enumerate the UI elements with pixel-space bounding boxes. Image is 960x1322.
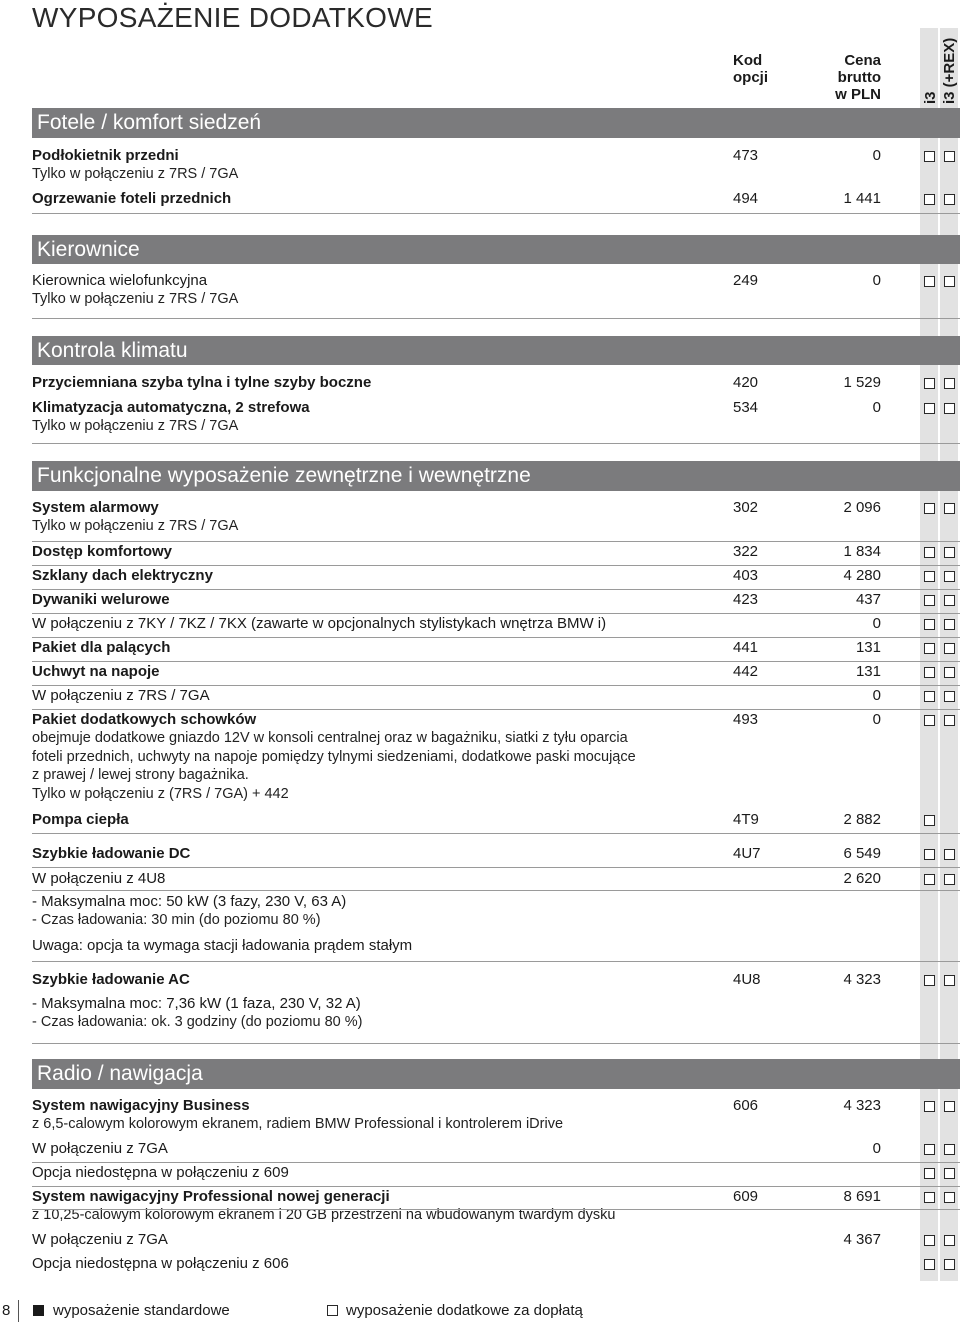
- option-row: [32, 272, 960, 309]
- i3-rex-optional-checkbox-icon: [944, 849, 955, 860]
- option-price: 1 834: [843, 543, 881, 560]
- option-name: Szybkie ładowanie AC: [32, 971, 190, 988]
- option-row: [32, 971, 960, 989]
- i3-rex-optional-checkbox-icon: [944, 1259, 955, 1270]
- i3-optional-checkbox-icon: [924, 194, 935, 205]
- option-price: 2 096: [843, 499, 881, 516]
- section-header: Kontrola klimatu: [32, 336, 960, 365]
- option-code: 442: [733, 663, 759, 680]
- i3-optional-checkbox-icon: [924, 1192, 935, 1203]
- i3-rex-optional-checkbox-icon: [944, 403, 955, 414]
- option-row: [32, 190, 960, 208]
- option-name: Pompa ciepła: [32, 811, 129, 828]
- row-divider: [32, 961, 960, 962]
- option-name: Szybkie ładowanie DC: [32, 845, 191, 862]
- option-row: [32, 639, 960, 657]
- option-row: [32, 543, 960, 561]
- option-code: 403: [733, 567, 759, 584]
- option-note: Tylko w połączeniu z 7RS / 7GA: [32, 291, 239, 307]
- section-header: Radio / nawigacja: [32, 1059, 960, 1089]
- option-code: 322: [733, 543, 759, 560]
- i3-optional-checkbox-icon: [924, 691, 935, 702]
- option-code: 606: [733, 1097, 759, 1114]
- option-row: [32, 1140, 960, 1158]
- i3-optional-checkbox-icon: [924, 975, 935, 986]
- option-name: W połączeniu z 7RS / 7GA: [32, 687, 210, 704]
- standard-equipment-square-icon: [33, 1305, 44, 1316]
- section-header: Funkcjonalne wyposażenie zewnętrzne i wewnętrzne: [32, 461, 960, 491]
- option-row: [32, 995, 960, 1032]
- page-footer: [0, 1300, 960, 1322]
- option-row: [32, 811, 960, 829]
- option-row: [32, 687, 960, 705]
- option-name: W połączeniu z 7GA: [32, 1231, 168, 1248]
- option-row: [32, 615, 960, 633]
- option-price: 0: [872, 687, 881, 704]
- row-divider: [32, 1186, 960, 1187]
- option-note: z 10,25-calowym kolorowym ekranem i 20 GB przestrzeni na wbudowanym twardym dysku: [32, 1207, 616, 1223]
- i3-rex-optional-checkbox-icon: [944, 276, 955, 287]
- i3-rex-optional-checkbox-icon: [944, 1192, 955, 1203]
- i3-optional-checkbox-icon: [924, 503, 935, 514]
- option-name: System nawigacyjny Professional nowej generacji: [32, 1188, 390, 1205]
- option-code: 534: [733, 399, 759, 416]
- option-row: [32, 845, 960, 863]
- option-row: [32, 1097, 960, 1134]
- option-name: Dywaniki welurowe: [32, 591, 170, 608]
- option-row: [32, 399, 960, 436]
- option-price: 131: [855, 663, 881, 680]
- option-note: Tylko w połączeniu z 7RS / 7GA: [32, 418, 239, 434]
- row-divider: [32, 541, 960, 542]
- i3-optional-checkbox-icon: [924, 643, 935, 654]
- i3-rex-optional-checkbox-icon: [944, 715, 955, 726]
- option-price: 4 280: [843, 567, 881, 584]
- option-row: [32, 591, 960, 609]
- option-price: 4 323: [843, 971, 881, 988]
- option-price: 8 691: [843, 1188, 881, 1205]
- i3-rex-optional-checkbox-icon: [944, 643, 955, 654]
- i3-optional-checkbox-icon: [924, 667, 935, 678]
- option-note: z prawej / lewej strony bagażnika.: [32, 767, 249, 783]
- option-name: Pakiet dla palących: [32, 639, 171, 656]
- option-code: 302: [733, 499, 759, 516]
- section-header: Kierownice: [32, 235, 960, 264]
- row-divider: [32, 589, 960, 590]
- option-name: Dostęp komfortowy: [32, 543, 173, 560]
- option-code: 494: [733, 190, 759, 207]
- i3-optional-checkbox-icon: [924, 874, 935, 885]
- option-price: 0: [872, 1140, 881, 1157]
- optional-equipment-square-icon: [327, 1305, 338, 1316]
- page-number: 8: [2, 1302, 11, 1319]
- option-name: Uchwyt na napoje: [32, 663, 160, 680]
- option-name: System nawigacyjny Business: [32, 1097, 250, 1114]
- option-row: [32, 711, 960, 803]
- option-price: 2 620: [843, 870, 881, 887]
- row-divider: [32, 833, 960, 834]
- i3-rex-optional-checkbox-icon: [944, 547, 955, 558]
- option-row: [32, 1255, 960, 1273]
- i3-optional-checkbox-icon: [924, 1168, 935, 1179]
- row-divider: [32, 867, 960, 868]
- option-code: 4T9: [733, 811, 759, 828]
- option-row: [32, 147, 960, 184]
- row-divider: [32, 1209, 960, 1210]
- i3-optional-checkbox-icon: [924, 378, 935, 389]
- option-name: Podłokietnik przedni: [32, 147, 179, 164]
- option-name: W połączeniu z 4U8: [32, 870, 166, 887]
- option-row: [32, 893, 960, 930]
- option-price: 4 367: [843, 1231, 881, 1248]
- option-name: Kierownica wielofunkcyjna: [32, 272, 208, 289]
- option-price: 6 549: [843, 845, 881, 862]
- option-name: Przyciemniana szyba tylna i tylne szyby boczne: [32, 374, 372, 391]
- i3-optional-checkbox-icon: [924, 547, 935, 558]
- row-divider: [32, 613, 960, 614]
- option-price: 0: [872, 399, 881, 416]
- option-price: 0: [872, 272, 881, 289]
- section-header: Fotele / komfort siedzeń: [32, 108, 960, 138]
- option-name: W połączeniu z 7KY / 7KZ / 7KX (zawarte w opcjonalnych stylistykach wnętrza BMW i): [32, 615, 607, 632]
- option-price: 2 882: [843, 811, 881, 828]
- option-note: Tylko w połączeniu z 7RS / 7GA: [32, 166, 239, 182]
- i3-rex-optional-checkbox-icon: [944, 1101, 955, 1112]
- column-header-i3: i3: [922, 91, 939, 104]
- i3-optional-checkbox-icon: [924, 151, 935, 162]
- option-price: 0: [872, 615, 881, 632]
- option-price: 4 323: [843, 1097, 881, 1114]
- row-divider: [32, 1043, 960, 1044]
- option-note: foteli przednich, uchwyty na napoje pomiędzy tylnymi siedzeniami, dodatkowe paski mocujące: [32, 748, 636, 765]
- option-name: Pakiet dodatkowych schowków: [32, 711, 257, 728]
- option-code: 4U7: [733, 845, 761, 862]
- option-row: [32, 663, 960, 681]
- i3-rex-optional-checkbox-icon: [944, 1168, 955, 1179]
- option-row: [32, 567, 960, 585]
- i3-rex-optional-checkbox-icon: [944, 667, 955, 678]
- row-divider: [32, 213, 960, 214]
- legend-optional-label: wyposażenie dodatkowe za dopłatą: [346, 1302, 583, 1319]
- column-header-i3-rex: i3 (+REX): [941, 37, 958, 104]
- i3-optional-checkbox-icon: [924, 1144, 935, 1155]
- i3-optional-checkbox-icon: [924, 815, 935, 826]
- option-code: 441: [733, 639, 759, 656]
- option-row: [32, 499, 960, 536]
- i3-rex-optional-checkbox-icon: [944, 1144, 955, 1155]
- option-code: 4U8: [733, 971, 761, 988]
- option-row: [32, 870, 960, 888]
- i3-rex-optional-checkbox-icon: [944, 619, 955, 630]
- row-divider: [32, 1162, 960, 1163]
- option-note: obejmuje dodatkowe gniazdo 12V w konsoli centralnej oraz w bagażniku, siatki z tyłu oparcia: [32, 730, 628, 746]
- option-name: W połączeniu z 7GA: [32, 1140, 168, 1157]
- option-note: - Czas ładowania: ok. 3 godziny (do poziomu 80 %): [32, 1014, 363, 1030]
- i3-rex-optional-checkbox-icon: [944, 874, 955, 885]
- option-price: 131: [855, 639, 881, 656]
- option-price: 437: [855, 591, 881, 608]
- option-price: 0: [872, 711, 881, 728]
- option-code: 420: [733, 374, 759, 391]
- row-divider: [32, 890, 960, 891]
- i3-optional-checkbox-icon: [924, 1235, 935, 1246]
- option-name: - Maksymalna moc: 50 kW (3 fazy, 230 V, 63 A): [32, 893, 347, 910]
- row-divider: [32, 565, 960, 566]
- i3-optional-checkbox-icon: [924, 1259, 935, 1270]
- footer-divider: [18, 1300, 19, 1322]
- i3-rex-optional-checkbox-icon: [944, 975, 955, 986]
- i3-optional-checkbox-icon: [924, 595, 935, 606]
- i3-optional-checkbox-icon: [924, 571, 935, 582]
- legend-standard-label: wyposażenie standardowe: [53, 1302, 230, 1319]
- i3-rex-optional-checkbox-icon: [944, 503, 955, 514]
- option-name: Uwaga: opcja ta wymaga stacji ładowania prądem stałym: [32, 937, 413, 954]
- option-price: 0: [872, 147, 881, 164]
- row-divider: [32, 661, 960, 662]
- column-header-cena: Cena brutto w PLN: [835, 52, 881, 103]
- option-note: Tylko w połączeniu z 7RS / 7GA: [32, 518, 239, 534]
- i3-optional-checkbox-icon: [924, 715, 935, 726]
- i3-rex-optional-checkbox-icon: [944, 571, 955, 582]
- row-divider: [32, 709, 960, 710]
- option-code: 493: [733, 711, 759, 728]
- i3-optional-checkbox-icon: [924, 1101, 935, 1112]
- option-code: 473: [733, 147, 759, 164]
- page-title: WYPOSAŻENIE DODATKOWE: [32, 2, 433, 33]
- option-name: Opcja niedostępna w połączeniu z 606: [32, 1255, 289, 1272]
- option-price: 1 529: [843, 374, 881, 391]
- i3-rex-optional-checkbox-icon: [944, 691, 955, 702]
- row-divider: [32, 443, 960, 444]
- option-note: - Czas ładowania: 30 min (do poziomu 80 %): [32, 912, 321, 928]
- option-code: 423: [733, 591, 759, 608]
- row-divider: [32, 685, 960, 686]
- i3-optional-checkbox-icon: [924, 849, 935, 860]
- option-row: [32, 1164, 960, 1182]
- option-name: Opcja niedostępna w połączeniu z 609: [32, 1164, 289, 1181]
- option-row: [32, 937, 960, 955]
- option-code: 249: [733, 272, 759, 289]
- i3-optional-checkbox-icon: [924, 276, 935, 287]
- option-code: 609: [733, 1188, 759, 1205]
- column-header-kod: Kod opcji: [733, 52, 769, 86]
- option-name: Ogrzewanie foteli przednich: [32, 190, 232, 207]
- i3-optional-checkbox-icon: [924, 403, 935, 414]
- option-row: [32, 1231, 960, 1249]
- i3-rex-optional-checkbox-icon: [944, 1235, 955, 1246]
- option-name: Klimatyzacja automatyczna, 2 strefowa: [32, 399, 310, 416]
- option-name: - Maksymalna moc: 7,36 kW (1 faza, 230 V, 32 A): [32, 995, 361, 1012]
- i3-rex-optional-checkbox-icon: [944, 151, 955, 162]
- option-note: z 6,5-calowym kolorowym ekranem, radiem BMW Professional i kontrolerem iDrive: [32, 1116, 564, 1132]
- i3-rex-optional-checkbox-icon: [944, 378, 955, 389]
- row-divider: [32, 637, 960, 638]
- i3-rex-optional-checkbox-icon: [944, 194, 955, 205]
- i3-optional-checkbox-icon: [924, 619, 935, 630]
- option-row: [32, 1188, 960, 1225]
- option-name: System alarmowy: [32, 499, 159, 516]
- option-note: Tylko w połączeniu z (7RS / 7GA) + 442: [32, 785, 289, 802]
- row-divider: [32, 318, 960, 319]
- option-name: Szklany dach elektryczny: [32, 567, 213, 584]
- option-row: [32, 374, 960, 392]
- option-price: 1 441: [843, 190, 881, 207]
- i3-rex-optional-checkbox-icon: [944, 595, 955, 606]
